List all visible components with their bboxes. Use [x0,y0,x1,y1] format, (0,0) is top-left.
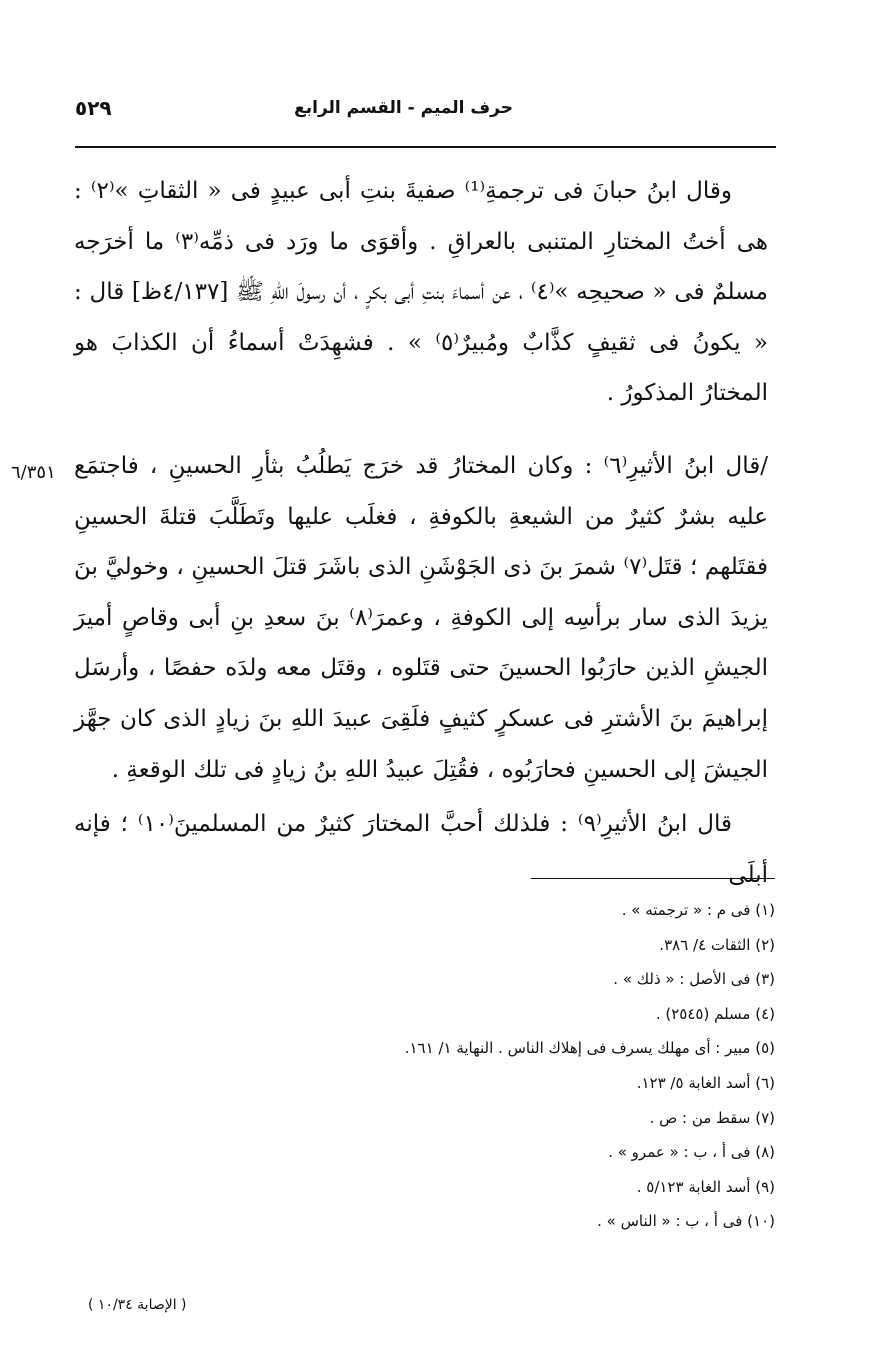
page-number: ٥٢٩ [75,96,112,120]
footnote: (٨) فى أ ، ب : « عمرو » . [608,1143,775,1162]
footnotes [150,893,775,1239]
paragraph-ibn-al-athir: /قال ابنُ الأثيرِ⁽٦⁾ : وكان المختارُ قد خرَج يَطلُبُ بثأرِ الحسينِ ، فاجتمَع عليه بشرٌ كثيرٌ من الشيعةِ بالكوفةِ ، فغلَب عليها وتَطَلَّبَ قتلةَ الحسينِ فقتَلهم ؛ قتَل⁽٧⁾ شمرَ بنَ ذى الجَوْشَنِ الذى باشَرَ قتلَ الحسينِ ، وخوليَّ بنَ يزيدَ الذى سار برأسِه إلى الكوفةِ ، وعمرَ⁽٨⁾ بنَ سعدِ بنِ أبى وقاصٍ أميرَ الجيشِ الذين حارَبُوا الحسينَ حتى قتَلوه ، وقتَل معه ولدَه حفصًا ، وأرسَل إبراهيمَ بنَ الأشترِ فى عسكرٍ كثيفٍ فلَقِىَ عبيدَ اللهِ بنَ زيادٍ الذى كان جهَّز الجيشَ إلى الحسينِ فحارَبُوه ، فقُتِلَ عبيدُ اللهِ بنُ زيادٍ فى تلك الوقعةِ . [74,452,769,783]
printer-signature: ( الإصابة ١٠/٣٤ ) [88,1297,187,1313]
main-text [74,166,768,900]
footnote: (٧) سقط من : ص . [649,1108,775,1127]
footnote: (٥) مبير : أى مهلك يسرف فى إهلاك الناس . النهاية ١/ ١٦١. [404,1039,775,1058]
footnote-separator [531,878,775,879]
footnote: (١٠) فى أ ، ب : « الناس » . [597,1212,775,1231]
header-rule [75,146,776,148]
paragraph-ibn-al-athir-continued: قال ابنُ الأثيرِ⁽٩⁾ : فلذلك أحبَّ المختارَ كثيرٌ من المسلمينَ⁽١٠⁾ ؛ فإنه أبلَى [74,811,768,888]
footnote: (٢) الثقات ٤/ ٣٨٦. [659,935,775,954]
page-header [75,96,775,130]
running-head: حرف الميم - القسم الرابع [294,98,513,118]
footnote: (٤) مسلم (٢٥٤٥) . [655,1004,775,1023]
paragraph-ibn-hibban: وقال ابنُ حبانَ فى ترجمةِ⁽¹⁾ صفيةَ بنتِ أبى عبيدٍ فى « الثقاتِ »⁽٢⁾ : هى أختُ المختارِ المتنبى بالعراقِ . وأقوَى ما ورَد فى ذمِّه⁽٣⁾ ما أخرَجه مسلمٌ فى « صحيحِه »⁽٤⁾ ، عن أسماءَ بنتِ أبى بكرٍ ، أن رسولَ اللهِ ﷺ [٤/١٣٧ظ] قال : « يكونُ فى ثقيفٍ كذَّابٌ ومُبيرٌ⁽٥⁾ » . فشهِدَتْ أسماءُ أن الكذابَ هو المختارُ المذكورُ . [74,178,768,407]
footnote: (١) فى م : « ترجمته » . [621,901,775,919]
footnote: (٣) فى الأصل : « ذلك » . [613,970,775,989]
footnote: (٦) أسد الغابة ٥/ ١٢٣. [636,1073,775,1092]
footnote: (٩) أسد الغابة ٥/١٢٣ . [636,1177,775,1196]
marginal-page-reference: ٦/٣٥١ [11,462,56,483]
